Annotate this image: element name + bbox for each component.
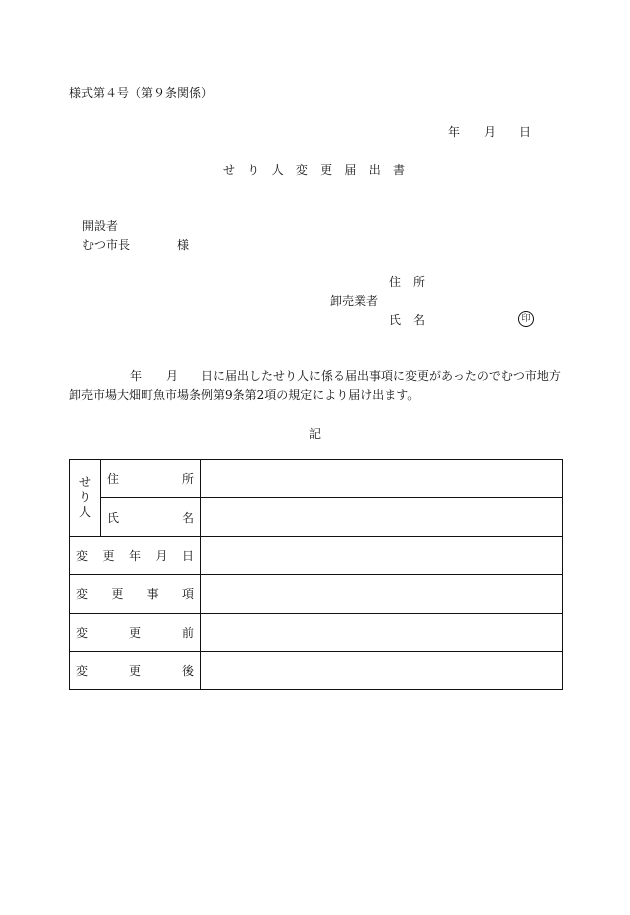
before-value-cell[interactable] <box>201 613 563 651</box>
table-row <box>70 536 563 574</box>
label-char: 所 <box>412 275 425 289</box>
change-date-value-cell[interactable] <box>201 536 563 574</box>
body-line1: 日に届出したせり人に係る届出事項に変更があったのでむつ市地方 <box>201 369 561 383</box>
title-char: 書 <box>392 163 405 177</box>
row-label-after: 変 更 後 <box>70 651 201 689</box>
addressee-label: 開設者 <box>82 219 119 233</box>
title-char: 更 <box>320 163 333 177</box>
addressee-name: むつ市長 <box>82 238 131 252</box>
label-char: 氏 <box>389 313 402 327</box>
header-date-month: 月 <box>484 125 497 139</box>
table-row <box>70 651 563 689</box>
name-value-cell[interactable] <box>201 498 563 536</box>
table-row <box>70 575 563 613</box>
addressee-honorific: 様 <box>177 238 190 252</box>
label-char: 住 <box>389 275 402 289</box>
title-char: 人 <box>271 163 284 177</box>
address-value-cell[interactable] <box>201 460 563 498</box>
applicant-name-label <box>389 311 425 328</box>
title-char: 届 <box>344 163 357 177</box>
table-row <box>70 460 563 498</box>
row-label-before: 変 更 前 <box>70 613 201 651</box>
title-char: 出 <box>368 163 381 177</box>
applicant-address-label <box>389 273 425 290</box>
row-label-change-item: 変 更 事 項 <box>70 575 201 613</box>
row-label-name: 氏 名 <box>101 498 201 536</box>
ki-mark: 記 <box>309 427 322 441</box>
details-table <box>69 459 563 690</box>
document-title <box>223 161 405 178</box>
row-label-change-date: 変 更 年 月 日 <box>70 536 201 574</box>
title-char: せ <box>223 163 236 177</box>
body-line2: 卸売市場大畑町魚市場条例第9条第2項の規定により届け出ます。 <box>69 388 420 402</box>
body-month: 月 <box>166 369 179 383</box>
change-item-value-cell[interactable] <box>201 575 563 613</box>
body-year: 年 <box>130 369 143 383</box>
form-number: 様式第４号（第９条関係） <box>69 86 214 100</box>
title-char: 変 <box>295 163 308 177</box>
header-date-year: 年 <box>448 125 461 139</box>
seal-mark: 印 <box>518 311 534 327</box>
group-label-seri-nin: せ り 人 <box>70 460 101 537</box>
table-row <box>70 613 563 651</box>
header-date-day: 日 <box>519 125 532 139</box>
table-row <box>70 498 563 536</box>
after-value-cell[interactable] <box>201 651 563 689</box>
row-label-address: 住 所 <box>101 460 201 498</box>
title-char: り <box>247 163 260 177</box>
applicant-role: 卸売業者 <box>330 294 379 308</box>
label-char: 名 <box>412 313 425 327</box>
